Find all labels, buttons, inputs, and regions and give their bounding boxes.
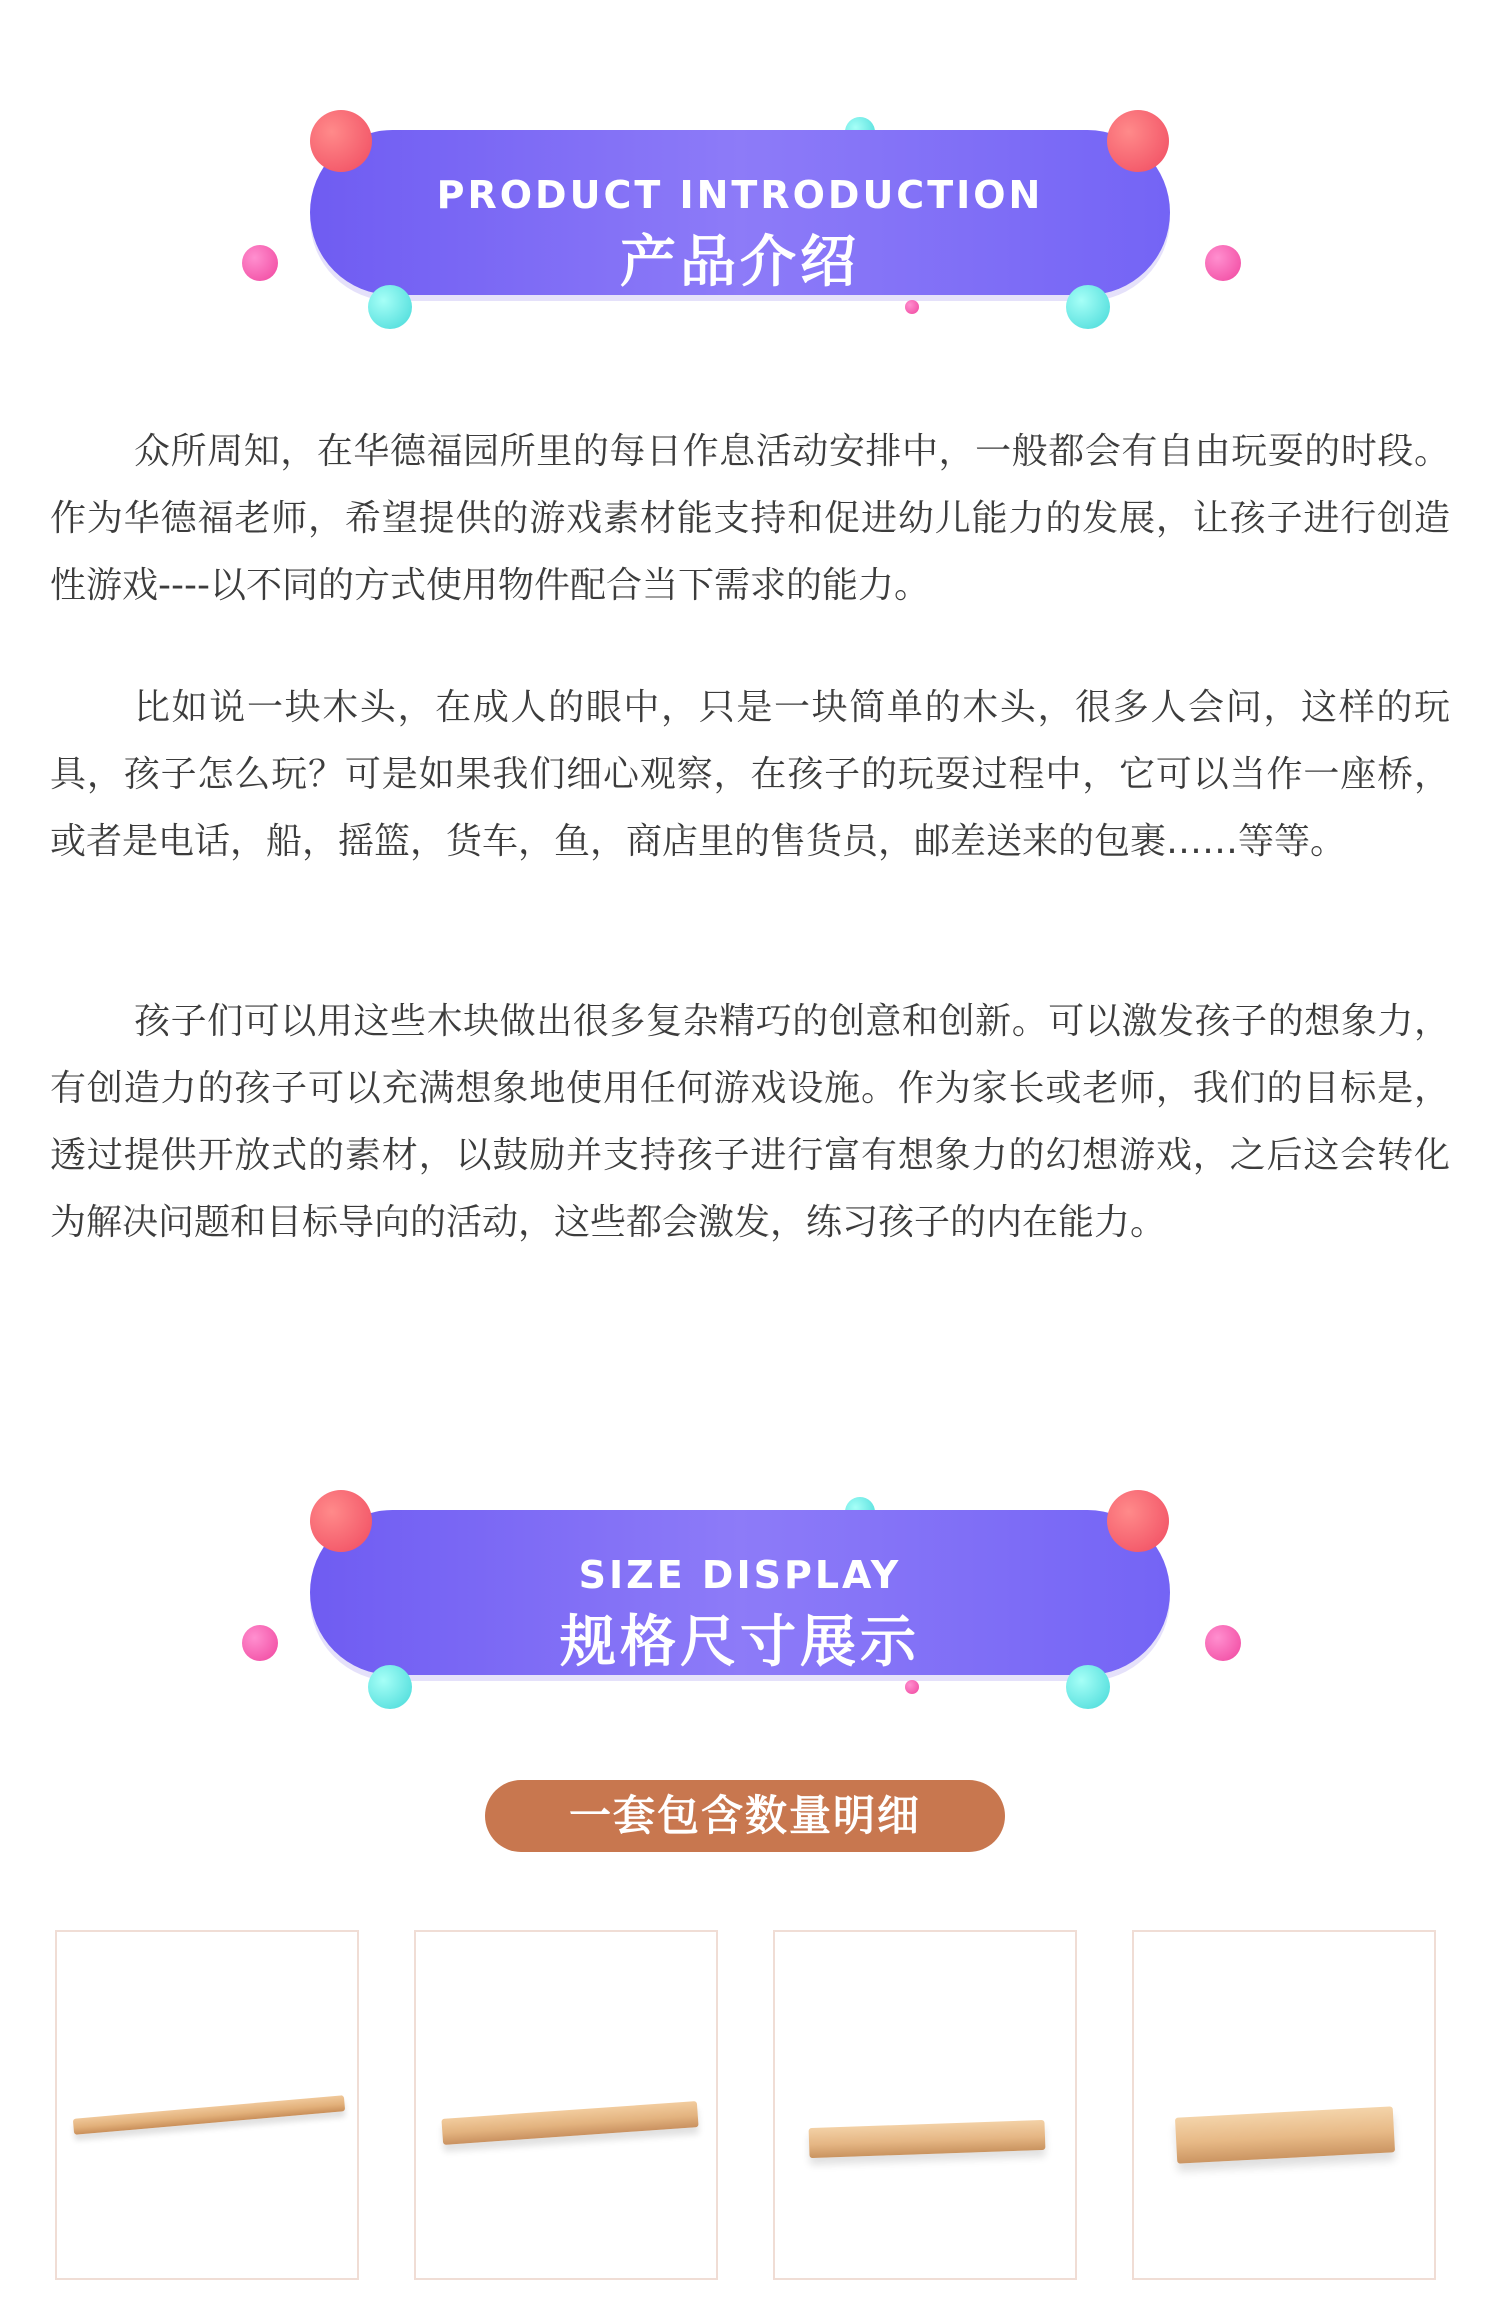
wooden-plank-image xyxy=(441,2101,698,2145)
size-display-banner xyxy=(0,1475,1500,1735)
decor-dot xyxy=(1205,1625,1241,1661)
decor-dot xyxy=(368,285,412,329)
decor-dot xyxy=(905,1680,919,1694)
intro-paragraph-1: 众所周知，在华德福园所里的每日作息活动安排中，一般都会有自由玩耍的时段。作为华德福老师，希望提供的游戏素材能支持和促进幼儿能力的发展，让孩子进行创造性游戏----以不同的方式使用物件配合当下需求的能力。 xyxy=(50,431,1450,606)
decor-dot xyxy=(368,1665,412,1709)
section-title-en: PRODUCT INTRODUCTION xyxy=(436,173,1044,217)
section-title-cn: 规格尺寸展示 xyxy=(560,1610,920,1675)
product-intro-banner xyxy=(0,95,1500,355)
intro-paragraph-2: 比如说一块木头，在成人的眼中，只是一块简单的木头，很多人会问，这样的玩具，孩子怎么玩？可是如果我们细心观察，在孩子的玩耍过程中，它可以当作一座桥，或者是电话，船，摇篮，货车，鱼，商店里的售货员，邮差送来的包裹……等等。 xyxy=(50,687,1450,862)
banner-pill xyxy=(310,130,1170,295)
decor-dot xyxy=(1066,1665,1110,1709)
item-card xyxy=(773,1930,1077,2280)
decor-dot xyxy=(242,1625,278,1661)
decor-dot xyxy=(310,110,372,172)
decor-dot xyxy=(1107,1490,1169,1552)
wooden-plank-image xyxy=(1175,2106,1395,2163)
decor-dot xyxy=(905,300,919,314)
decor-dot xyxy=(1107,110,1169,172)
item-card xyxy=(55,1930,359,2280)
decor-dot xyxy=(310,1490,372,1552)
banner-pill xyxy=(310,1510,1170,1675)
wooden-plank-image xyxy=(73,2095,345,2135)
decor-dot xyxy=(1205,245,1241,281)
intro-paragraph-3: 孩子们可以用这些木块做出很多复杂精巧的创意和创新。可以激发孩子的想象力，有创造力的孩子可以充满想象地使用任何游戏设施。作为家长或老师，我们的目标是，透过提供开放式的素材，以鼓励并支持孩子进行富有想象力的幻想游戏，之后这会转化为解决问题和目标导向的活动，这些都会激发，练习孩子的内在能力。 xyxy=(50,1001,1450,1243)
contents-tag: 一套包含数量明细 xyxy=(485,1780,1005,1852)
item-card xyxy=(1132,1930,1436,2280)
section-title-en: SIZE DISPLAY xyxy=(578,1553,902,1597)
section-title-cn: 产品介绍 xyxy=(620,230,860,295)
item-card xyxy=(414,1930,718,2280)
decor-dot xyxy=(1066,285,1110,329)
decor-dot xyxy=(242,245,278,281)
wooden-plank-image xyxy=(809,2120,1046,2158)
